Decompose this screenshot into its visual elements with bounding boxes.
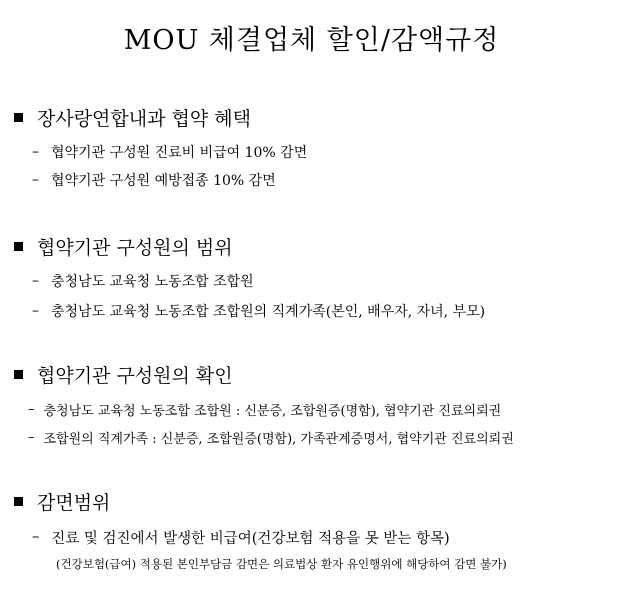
dash-icon: – (32, 144, 39, 160)
dash-icon: – (32, 529, 40, 545)
list-item-text: 협약기관 구성원 진료비 비급여 10% 감면 (51, 145, 308, 161)
square-bullet-icon (14, 370, 23, 379)
list-item (28, 396, 514, 422)
section-heading (14, 103, 307, 131)
square-bullet-icon (14, 242, 23, 251)
list-item-text: 충청남도 교육청 노동조합 조합원의 직계가족(본인, 배우자, 자녀, 부모) (51, 304, 486, 320)
square-bullet-icon (14, 497, 23, 506)
section-discount-range (14, 487, 507, 572)
section-heading (14, 487, 507, 515)
dash-icon: – (28, 429, 35, 445)
list-item (28, 424, 514, 450)
section-heading-text: 협약기관 구성원의 범위 (37, 236, 233, 259)
list-item (32, 139, 307, 165)
list-item (32, 167, 307, 193)
list-item (32, 298, 485, 324)
section-verification (14, 360, 514, 450)
section-benefits (14, 103, 307, 193)
dash-icon: – (32, 303, 39, 319)
section-scope (14, 232, 485, 324)
list-item-text: 진료 및 검진에서 발생한 비급여(건강보험 적용을 못 받는 항목) (51, 530, 450, 547)
section-heading-text: 장사랑연합내과 협약 혜택 (37, 107, 251, 130)
dash-icon: – (28, 401, 35, 417)
dash-icon: – (32, 172, 39, 188)
list-item-text: 협약기관 구성원 예방접종 10% 감면 (51, 173, 276, 189)
footnote: (건강보험(급여) 적용된 본인부담금 감면은 의료법상 환자 유인행위에 해당하여 감면 불가) (56, 557, 507, 571)
section-heading-text: 협약기관 구성원의 확인 (37, 364, 233, 387)
list-item (32, 524, 507, 550)
section-heading (14, 232, 485, 260)
square-bullet-icon (14, 113, 23, 122)
list-item-text: 조합원의 직계가족 : 신분증, 조합원증(명함), 가족관계증명서, 협약기관 진료의뢰권 (43, 431, 514, 447)
list-item-text: 충청남도 교육청 노동조합 조합원 : 신분증, 조합원증(명함), 협약기관 진료의뢰권 (43, 403, 502, 419)
page-title: MOU 체결업체 할인/감액규정 (123, 25, 500, 56)
list-item-text: 충청남도 교육청 노동조합 조합원 (51, 274, 254, 290)
list-item (32, 268, 485, 294)
dash-icon: – (32, 273, 39, 289)
section-heading (14, 360, 514, 388)
section-heading-text: 감면범위 (37, 491, 111, 514)
